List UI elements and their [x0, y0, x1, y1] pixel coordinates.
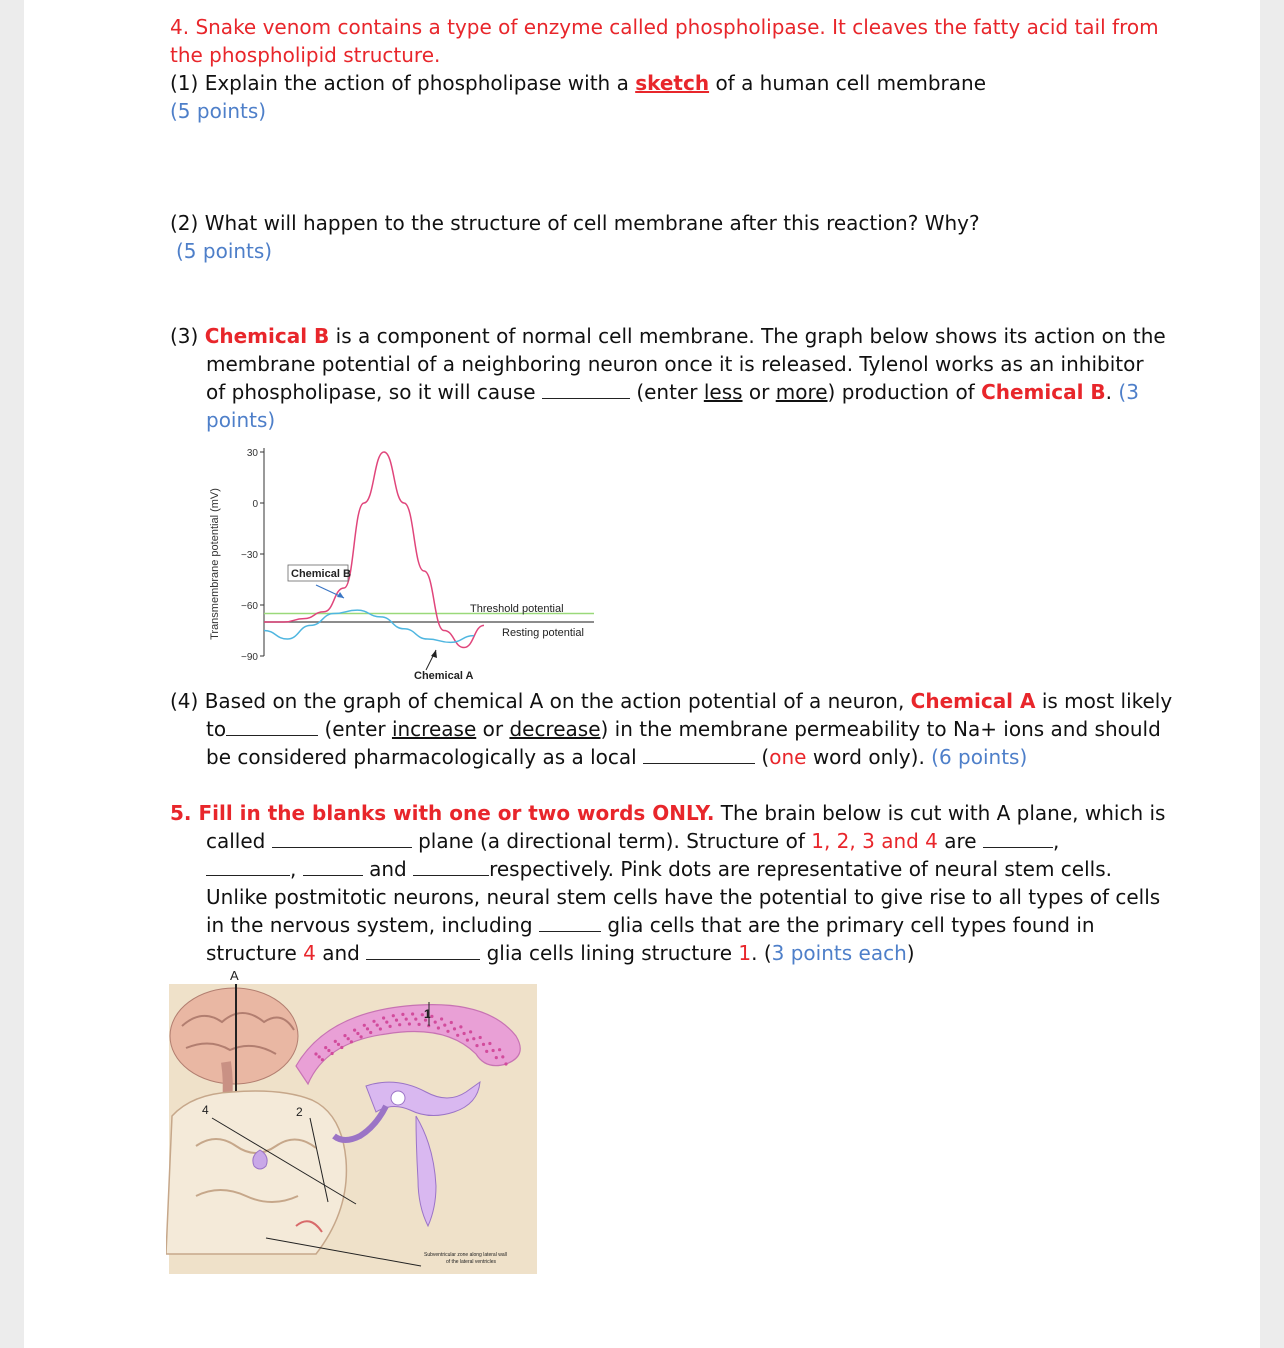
- neural-stem-cell-dot: [337, 1043, 340, 1046]
- q4-part-3-line-2: membrane potential of a neighboring neuron once it is released. Tylenol works as an inhibitor: [206, 352, 1144, 376]
- neural-stem-cell-dot: [360, 1035, 363, 1038]
- q4-part-4-line-1: [170, 687, 1172, 715]
- chart-y-axis-label: Transmembrane potential (mV): [209, 488, 221, 640]
- q4-part-3-text: is a component of normal cell membrane. The graph below shows its action on the: [335, 324, 1166, 348]
- structure-label-1: 1: [424, 1007, 431, 1021]
- q4-part-4-text: word only).: [812, 745, 925, 769]
- neural-stem-cell-dot: [321, 1058, 324, 1061]
- q4-part-4-text: (enter: [324, 717, 386, 741]
- q5-line-5: [206, 911, 1095, 939]
- paren: (: [763, 941, 772, 965]
- answer-blank-glia-2[interactable]: [366, 941, 480, 960]
- q4-part-1-text-end: of a human cell membrane: [715, 71, 987, 95]
- interventricular-foramen: [391, 1091, 405, 1105]
- answer-blank-structure-2[interactable]: [206, 857, 290, 876]
- resting-potential-label: Resting potential: [502, 627, 584, 639]
- structure-4-ref: 4: [303, 941, 316, 965]
- option-less: less: [703, 380, 743, 404]
- q4-part-4-text: to: [206, 717, 227, 741]
- neural-stem-cell-dot: [340, 1046, 343, 1049]
- neural-stem-cell-dot: [398, 1023, 401, 1026]
- q4-part-1: [170, 69, 986, 97]
- q4-heading-line-1: 4. Snake venom contains a type of enzyme called phospholipase. It cleaves the fatty acid tail from: [170, 15, 1159, 39]
- q4-part-4-text: (4) Based on the graph of chemical A on the action potential of a neuron,: [170, 689, 905, 713]
- sketch-keyword: sketch: [635, 71, 710, 95]
- q5-text: respectively. Pink dots are representative of neural stem cells.: [489, 857, 1112, 881]
- subventricular-caption-line-2: of the lateral ventricles: [446, 1259, 497, 1265]
- q4-part-4-text: ) in the membrane permeability to Na+ ions and should: [600, 717, 1161, 741]
- answer-blank-structure-3[interactable]: [303, 857, 363, 876]
- paren: (: [761, 745, 770, 769]
- paren: ): [906, 941, 915, 965]
- neural-stem-cell-dot: [504, 1062, 507, 1065]
- q4-part-4-text: is most likely: [1041, 689, 1173, 713]
- chart-y-tick-label: −60: [241, 601, 258, 612]
- q5-text: and: [322, 941, 360, 965]
- q4-part-4-text: be considered pharmacologically as a local: [206, 745, 637, 769]
- q4-part-2: (2) What will happen to the structure of cell membrane after this reaction? Why?: [170, 211, 980, 235]
- answer-blank-structure-4[interactable]: [413, 857, 489, 876]
- chemical-b-term: Chemical B: [204, 324, 330, 348]
- neural-stem-cell-dot: [479, 1036, 482, 1039]
- q4-part-3-points: (3: [1118, 380, 1139, 404]
- neural-stem-cell-dot: [492, 1049, 495, 1052]
- neural-stem-cell-dot: [466, 1039, 469, 1042]
- neural-stem-cell-dot: [385, 1021, 388, 1024]
- structure-label-2: 2: [296, 1105, 303, 1119]
- answer-blank-increase-decrease[interactable]: [226, 717, 318, 736]
- neural-stem-cell-dot: [446, 1030, 449, 1033]
- neural-stem-cell-dot: [411, 1012, 414, 1015]
- q4-heading-line-2: the phospholipid structure.: [170, 43, 441, 67]
- q5-line-6: [206, 939, 915, 967]
- comma: ,: [1052, 829, 1060, 853]
- document-page: [24, 0, 1260, 1348]
- neural-stem-cell-dot: [459, 1025, 462, 1028]
- neural-stem-cell-dot: [434, 1021, 437, 1024]
- chemical-a-term: Chemical A: [910, 689, 1036, 713]
- neural-stem-cell-dot: [482, 1043, 485, 1046]
- neural-stem-cell-dot: [453, 1027, 456, 1030]
- chart-y-tick-label: 0: [252, 499, 258, 510]
- threshold-potential-label: Threshold potential: [470, 603, 564, 615]
- neural-stem-cell-dot: [498, 1048, 501, 1051]
- structure-1-ref: 1: [738, 941, 752, 965]
- brain-illustration: [166, 966, 546, 1276]
- q5-text: glia cells that are the primary cell types found in: [607, 913, 1095, 937]
- neural-stem-cell-dot: [363, 1024, 366, 1027]
- sagittal-brain: [170, 988, 298, 1084]
- chemical-b-label: Chemical B: [291, 568, 351, 580]
- neural-stem-cell-dot: [418, 1023, 421, 1026]
- chart-y-tick-label: −90: [241, 652, 258, 663]
- q4-part-3-text: of phospholipase, so it will cause: [206, 380, 536, 404]
- q4-part-4-points: (6 points): [931, 745, 1028, 769]
- q4-part-3-line-3: [206, 378, 1139, 406]
- neural-stem-cell-dot: [475, 1044, 478, 1047]
- neural-stem-cell-dot: [488, 1042, 491, 1045]
- neural-stem-cell-dot: [405, 1018, 408, 1021]
- chart-y-tick-label: 30: [246, 448, 258, 459]
- comma: ,: [290, 857, 297, 881]
- q5-line-4: Unlike postmitotic neurons, neural stem cells have the potential to give rise to all types of cells: [206, 885, 1161, 909]
- neural-stem-cell-dot: [401, 1013, 404, 1016]
- q5-text: structure: [206, 941, 297, 965]
- neural-stem-cell-dot: [463, 1032, 466, 1035]
- neural-stem-cell-dot: [318, 1055, 321, 1058]
- chart-y-ticks: [241, 448, 264, 663]
- neural-stem-cell-dot: [350, 1040, 353, 1043]
- neural-stem-cell-dot: [324, 1046, 327, 1049]
- neural-stem-cell-dot: [343, 1034, 346, 1037]
- q5-points: 3 points each: [771, 941, 907, 965]
- neural-stem-cell-dot: [331, 1052, 334, 1055]
- neural-stem-cell-dot: [485, 1050, 488, 1053]
- answer-blank-local[interactable]: [643, 745, 755, 764]
- q4-part-3-text: or: [748, 380, 770, 404]
- neural-stem-cell-dot: [356, 1032, 359, 1035]
- neural-stem-cell-dot: [408, 1022, 411, 1025]
- option-decrease: decrease: [509, 717, 601, 741]
- q4-part-3-points-end: points): [206, 408, 276, 432]
- chemical-b-term: Chemical B: [981, 380, 1106, 404]
- q5-text: and: [369, 857, 407, 881]
- neural-stem-cell-dot: [395, 1019, 398, 1022]
- q5-text: are: [944, 829, 977, 853]
- neural-stem-cell-dot: [314, 1052, 317, 1055]
- answer-blank-less-more[interactable]: [542, 380, 630, 399]
- neural-stem-cell-dot: [353, 1029, 356, 1032]
- structure-label-4: 4: [202, 1103, 209, 1117]
- q4-part-2-points: (5 points): [176, 239, 273, 263]
- chemical-a-label: Chemical A: [414, 670, 474, 682]
- answer-blank-glia-1[interactable]: [539, 913, 601, 932]
- chart-y-tick-label: −30: [241, 550, 258, 561]
- q4-part-1-text: (1) Explain the action of phospholipase with a: [170, 71, 629, 95]
- neural-stem-cell-dot: [414, 1018, 417, 1021]
- neural-stem-cell-dot: [430, 1015, 433, 1018]
- neural-stem-cell-dot: [392, 1014, 395, 1017]
- neural-stem-cell-dot: [369, 1031, 372, 1034]
- q4-part-4-text: or: [482, 717, 504, 741]
- q5-text: called: [206, 829, 266, 853]
- q4-part-3-line-1: [170, 322, 1166, 350]
- period: .: [751, 941, 758, 965]
- neural-stem-cell-dot: [443, 1024, 446, 1027]
- membrane-potential-chart: [204, 436, 624, 686]
- q4-part-3-text: ) production of: [827, 380, 975, 404]
- structure-numbers: 1, 2, 3 and 4: [811, 829, 938, 853]
- neural-stem-cell-dot: [347, 1037, 350, 1040]
- q4-part-1-points: (5 points): [170, 99, 267, 123]
- q4-part-3-text: (enter: [636, 380, 698, 404]
- neural-stem-cell-dot: [366, 1027, 369, 1030]
- answer-blank-structure-1[interactable]: [983, 829, 1053, 848]
- chemical-a-arrowhead: [431, 650, 437, 658]
- neural-stem-cell-dot: [382, 1016, 385, 1019]
- option-increase: increase: [391, 717, 477, 741]
- answer-blank-plane[interactable]: [272, 829, 412, 848]
- q5-text: glia cells lining structure: [486, 941, 733, 965]
- neural-stem-cell-dot: [456, 1034, 459, 1037]
- option-more: more: [775, 380, 828, 404]
- neural-stem-cell-dot: [469, 1030, 472, 1033]
- neural-stem-cell-dot: [372, 1020, 375, 1023]
- q5-text: plane (a directional term). Structure of: [418, 829, 805, 853]
- neural-stem-cell-dot: [389, 1025, 392, 1028]
- neural-stem-cell-dot: [379, 1027, 382, 1030]
- q4-part-4-line-2: [206, 715, 1161, 743]
- q4-part-4-line-3: [206, 743, 1027, 771]
- chemical-a-curve: [264, 610, 474, 642]
- neural-stem-cell-dot: [327, 1049, 330, 1052]
- q4-part-3-number: (3): [170, 324, 199, 348]
- neural-stem-cell-dot: [376, 1024, 379, 1027]
- one-keyword: one: [769, 745, 807, 769]
- q5-text: The brain below is cut with A plane, which is: [720, 801, 1166, 825]
- plane-label-a: A: [230, 968, 239, 983]
- neural-stem-cell-dot: [472, 1037, 475, 1040]
- q5-instruction: 5. Fill in the blanks with one or two words ONLY.: [170, 801, 715, 825]
- q5-line-3: [206, 855, 1112, 883]
- q5-line-1: [170, 799, 1165, 827]
- q5-text: in the nervous system, including: [206, 913, 533, 937]
- neural-stem-cell-dot: [501, 1055, 504, 1058]
- period: .: [1105, 380, 1113, 404]
- neural-stem-cell-dot: [495, 1056, 498, 1059]
- neural-stem-cell-dot: [450, 1021, 453, 1024]
- neural-stem-cell-dot: [440, 1017, 443, 1020]
- neural-stem-cell-dot: [437, 1026, 440, 1029]
- q5-line-2: [206, 827, 1059, 855]
- subventricular-caption-line-1: Subventricular zone along lateral wall: [424, 1252, 507, 1258]
- chemical-b-action-potential-curve: [264, 452, 484, 648]
- neural-stem-cell-dot: [334, 1040, 337, 1043]
